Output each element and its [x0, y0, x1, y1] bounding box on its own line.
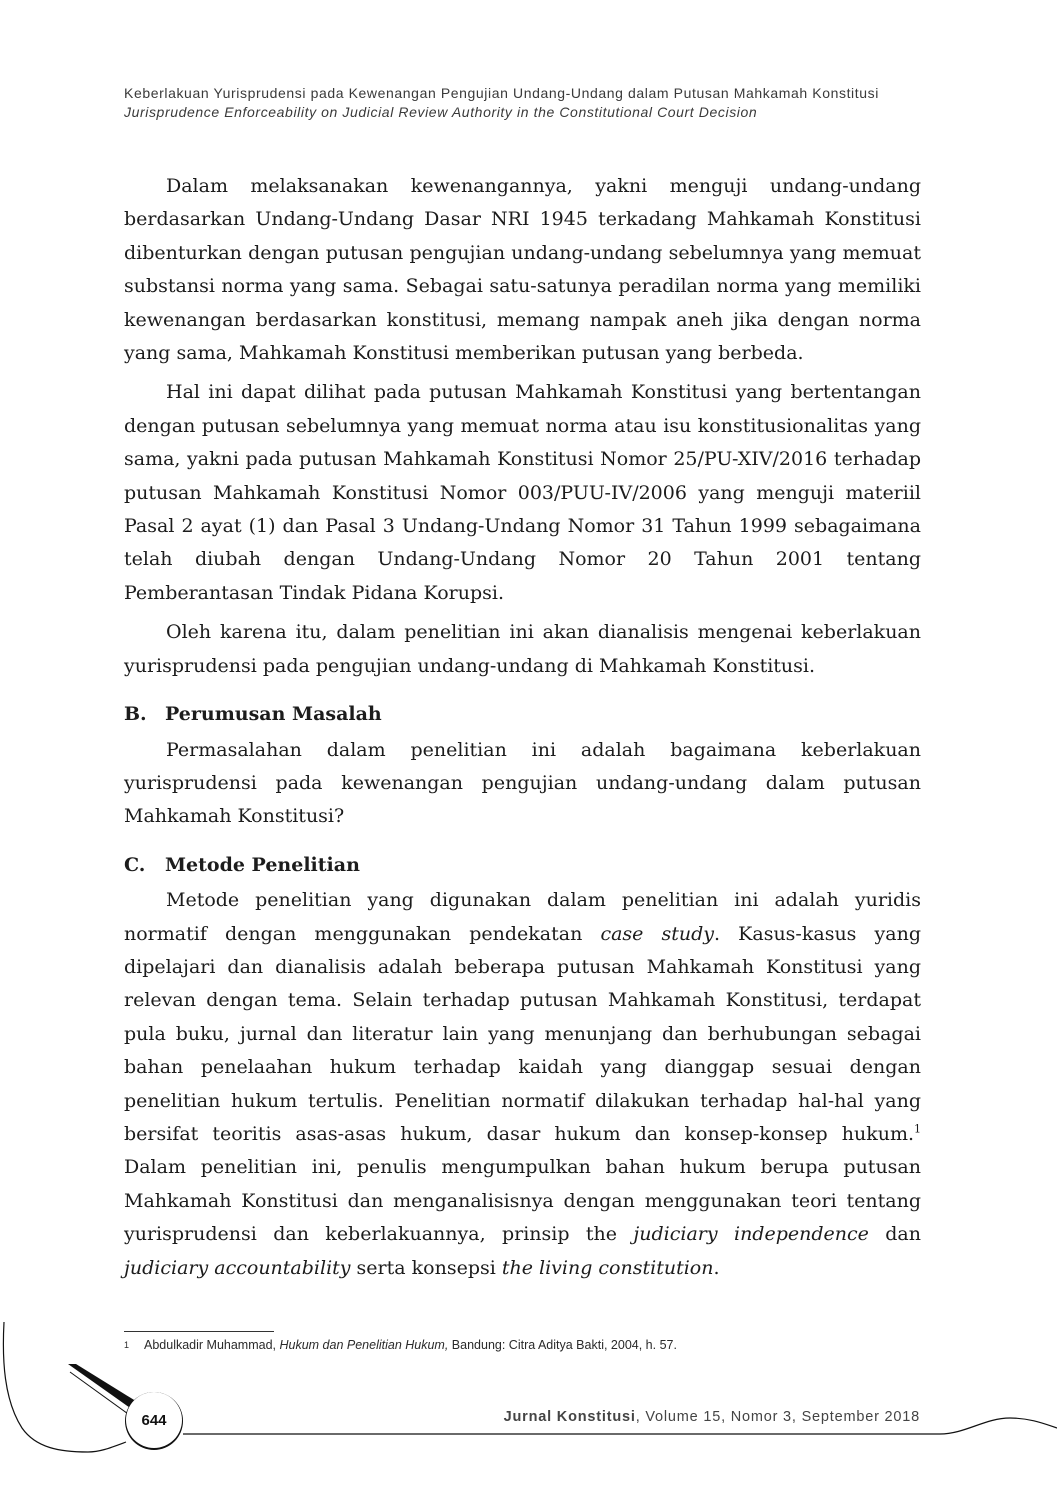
text-run: dan	[868, 1223, 921, 1246]
header-title-english: Jurisprudence Enforceability on Judicial Review Authority in the Constitutional Court Decision	[124, 104, 758, 120]
section-c-heading	[124, 849, 921, 882]
footnote-publication: Bandung: Citra Aditya Bakti, 2004, h. 57.	[448, 1338, 677, 1352]
text-run: Dalam penelitian ini, penulis mengumpulkan bahan hukum berupa putusan Mahkamah Konstitusi dan menganalisisnya dengan menggunakan teori tentang yurisprudensi dan keberlakuannya, prinsip the	[124, 1156, 921, 1246]
main-body-text	[124, 170, 921, 1285]
footer-journal-citation	[460, 1409, 920, 1425]
footnote-book-title: Hukum dan Penelitian Hukum,	[279, 1338, 449, 1352]
paragraph-2: Hal ini dapat dilihat pada putusan Mahkamah Konstitusi yang bertentangan dengan putusan sebelumnya yang memuat norma atau isu konstitusionalitas yang sama, yakni pada putusan Mahkamah Konstitusi Nomor 25/PU-XIV/2016 terhadap putusan Mahkamah Konstitusi Nomor 003/PUU-IV/2006 yang menguji materiil Pasal 2 ayat (1) dan Pasal 3 Undang-Undang Nomor 31 Tahun 1999 sebagaimana telah diubah dengan Undang-Undang Nomor 20 Tahun 2001 tentang Pemberantasan Tindak Pidana Korupsi.	[124, 381, 921, 604]
section-c-paragraph	[124, 884, 921, 1285]
text-run: . Kasus-kasus yang dipelajari dan dianalisis adalah beberapa putusan Mahkamah Konstitusi yang relevan dengan tema. Selain terhadap putusan Mahkamah Konstitusi, terdapat pula buku, jurnal dan literatur lain yang menunjang dan berhubungan sebagai bahan penelaahan hukum terhadap kaidah yang dianggap sesuai dengan penelitian hukum tertulis. Penelitian normatif dilakukan terhadap hal-hal yang bersifat teoritis asas-asas hukum, dasar hukum dan konsep-konsep hukum.	[124, 922, 921, 1145]
journal-issue: , Volume 15, Nomor 3, September 2018	[635, 1409, 920, 1425]
italic-term: case study	[600, 922, 715, 945]
footnote-ref[interactable]: 1	[914, 1122, 921, 1136]
section-b-number: B.	[124, 703, 147, 726]
text-run: .	[713, 1256, 720, 1279]
page-number: 644	[126, 1392, 182, 1448]
text-run: Metode penelitian yang digunakan dalam penelitian ini adalah yuridis normatif dengan menggunakan pendekatan	[124, 889, 921, 945]
italic-term: judiciary accountability	[124, 1256, 351, 1279]
footnote-author: Abdulkadir Muhammad,	[144, 1338, 280, 1352]
section-b-paragraph: Permasalahan dalam penelitian ini adalah bagaimana keberlakuan yurisprudensi pada kewenangan pengujian undang-undang dalam putusan Mahkamah Konstitusi?	[124, 738, 921, 828]
text-run: serta konsepsi	[350, 1256, 502, 1279]
running-header	[124, 84, 924, 122]
italic-term: the living constitution	[501, 1256, 714, 1279]
section-c-number: C.	[124, 853, 146, 876]
paragraph-3: Oleh karena itu, dalam penelitian ini akan dianalisis mengenai keberlakuan yurisprudensi pada pengujian undang-undang di Mahkamah Konstitusi.	[124, 621, 921, 677]
section-b-title: Perumusan Masalah	[165, 703, 382, 726]
italic-term: judiciary independence	[633, 1223, 869, 1246]
section-c-title: Metode Penelitian	[165, 853, 360, 876]
footnote-number: 1	[124, 1340, 130, 1350]
header-title-indonesian: Keberlakuan Yurisprudensi pada Kewenangan Pengujian Undang-Undang dalam Putusan Mahkamah Konstitusi	[124, 85, 879, 101]
section-b-heading	[124, 698, 921, 731]
paragraph-1: Dalam melaksanakan kewenangannya, yakni menguji undang-undang berdasarkan Undang-Undang Dasar NRI 1945 terkadang Mahkamah Konstitusi dibenturkan dengan putusan pengujian undang-undang sebelumnya yang memuat substansi norma yang sama. Sebagai satu-satunya peradilan norma yang memiliki kewenangan berdasarkan konstitusi, memang nampak aneh jika dengan norma yang sama, Mahkamah Konstitusi memberikan putusan yang berbeda.	[124, 175, 921, 365]
journal-name: Jurnal Konstitusi	[503, 1409, 636, 1425]
